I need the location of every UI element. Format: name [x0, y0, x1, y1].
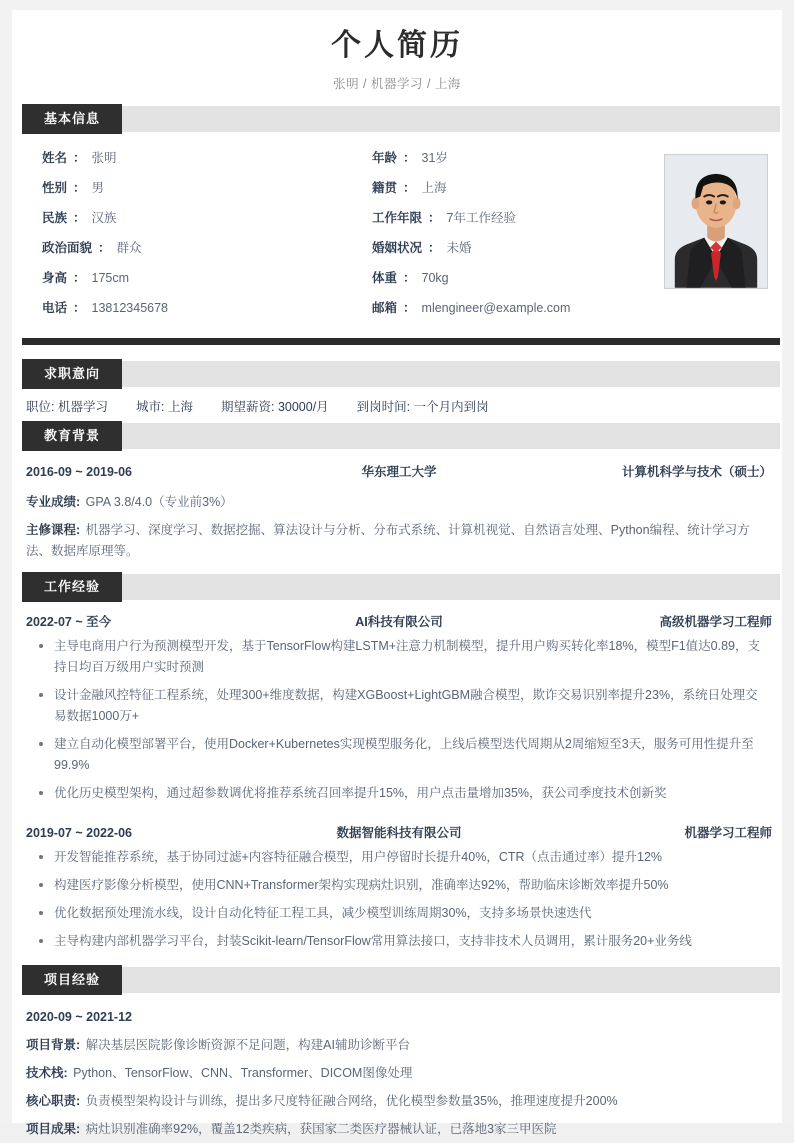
- info-value: 13812345678: [91, 301, 169, 315]
- info-colon: ：: [403, 301, 416, 315]
- info-row: [22, 178, 352, 208]
- intention-item: [221, 397, 329, 415]
- intention-value: 上海: [167, 400, 193, 414]
- info-colon: ：: [428, 241, 441, 255]
- info-colon: ：: [403, 151, 416, 165]
- intention-label: 城市:: [135, 400, 165, 414]
- education-detail-row: [12, 488, 782, 516]
- education-detail-row: [12, 516, 782, 568]
- work-entry-head: [12, 600, 782, 636]
- section-header-basic: [22, 106, 780, 132]
- info-label: 工作年限: [372, 211, 423, 225]
- info-label: 体重: [372, 271, 398, 285]
- work-company: AI科技有限公司: [355, 615, 443, 629]
- section-header-education: [22, 423, 780, 449]
- project-detail-label: 项目成果:: [26, 1122, 81, 1136]
- section-title-education: 教育背景: [22, 421, 122, 451]
- info-value: 7年工作经验: [446, 211, 516, 225]
- work-company: 数据智能科技有限公司: [336, 826, 462, 840]
- info-colon: ：: [73, 301, 86, 315]
- info-label: 民族: [42, 211, 68, 225]
- intention-label: 职位:: [26, 400, 55, 414]
- list-item: 构建医疗影像分析模型，使用CNN+Transformer架构实现病灶识别，准确率达92%，帮助临床诊断效率提升50%: [38, 875, 768, 903]
- work-block: [12, 600, 782, 959]
- project-detail-value: 解决基层医院影像诊断资源不足问题，构建AI辅助诊断平台: [85, 1038, 410, 1052]
- project-block: [12, 993, 782, 1143]
- info-colon: ：: [403, 181, 416, 195]
- education-major: 计算机科学与技术（硕士）: [621, 465, 772, 479]
- basic-info-grid: [22, 148, 682, 328]
- info-colon: ：: [73, 271, 86, 285]
- info-colon: ：: [73, 181, 86, 195]
- info-label: 邮箱: [372, 301, 398, 315]
- info-label: 性别: [42, 181, 68, 195]
- project-detail-label: 核心职责:: [26, 1094, 81, 1108]
- info-row: [22, 298, 352, 328]
- info-value: 175cm: [91, 271, 130, 285]
- work-date: 2019-07 ~ 2022-06: [26, 826, 132, 840]
- basic-info-block: [12, 132, 782, 338]
- list-item: 优化历史模型架构，通过超参数调优将推荐系统召回率提升15%，用户点击量增加35%，获公司季度技术创新奖: [38, 783, 768, 811]
- education-detail-value: GPA 3.8/4.0（专业前3%）: [85, 495, 233, 509]
- education-school: 华东理工大学: [361, 465, 437, 479]
- section-title-project: 项目经验: [22, 965, 122, 995]
- info-label: 年龄: [372, 151, 398, 165]
- info-row: [352, 148, 682, 178]
- intention-value: 一个月内到岗: [413, 400, 489, 414]
- project-date: 2020-09 ~ 2021-12: [26, 1010, 132, 1024]
- info-value: 男: [91, 181, 105, 195]
- work-date: 2022-07 ~ 至今: [26, 615, 112, 629]
- section-header-intention: [22, 361, 780, 387]
- info-label: 婚姻状况: [372, 241, 423, 255]
- list-item: 优化数据预处理流水线，设计自动化特征工程工具，减少模型训练周期30%，支持多场景快速迭代: [38, 903, 768, 931]
- section-title-work: 工作经验: [22, 572, 122, 602]
- info-row: [22, 238, 352, 268]
- info-value: 未婚: [446, 241, 472, 255]
- resume-header: [12, 10, 782, 106]
- work-entry: [12, 811, 782, 959]
- project-detail-value: 负责模型架构设计与训练，提出多尺度特征融合网络，优化模型参数量35%，推理速度提升200%: [85, 1094, 618, 1108]
- project-detail-row: [12, 1087, 782, 1115]
- section-header-project: [22, 967, 780, 993]
- project-detail-row: [12, 1031, 782, 1059]
- education-detail-label: 主修课程:: [26, 523, 81, 537]
- info-label: 籍贯: [372, 181, 398, 195]
- list-item: 主导电商用户行为预测模型开发，基于TensorFlow构建LSTM+注意力机制模型，提升用户购买转化率18%，模型F1值达0.89，支持日均百万级用户实时预测: [38, 636, 768, 685]
- info-row: [352, 268, 682, 298]
- info-row: [22, 268, 352, 298]
- list-item: 建立自动化模型部署平台，使用Docker+Kubernetes实现模型服务化，上线后模型迭代周期从2周缩短至3天，服务可用性提升至99.9%: [38, 734, 768, 783]
- project-detail-value: 病灶识别准确率92%，覆盖12类疾病，获国家二类医疗器械认证，已落地3家三甲医院: [85, 1122, 557, 1136]
- info-value: 汉族: [91, 211, 117, 225]
- info-value: 上海: [421, 181, 447, 195]
- info-label: 身高: [42, 271, 68, 285]
- info-value: 群众: [116, 241, 142, 255]
- avatar: [664, 154, 768, 289]
- work-entry: [12, 600, 782, 811]
- section-title-basic: 基本信息: [22, 104, 122, 134]
- list-item: 开发智能推荐系统，基于协同过滤+内容特征融合模型，用户停留时长提升40%，CTR（点击通过率）提升12%: [38, 847, 768, 875]
- work-role: 高级机器学习工程师: [659, 615, 772, 629]
- section-header-work: [22, 574, 780, 600]
- info-label: 电话: [42, 301, 68, 315]
- info-colon: ：: [98, 241, 111, 255]
- work-entry-head: [12, 811, 782, 847]
- info-row: [352, 238, 682, 268]
- work-bullet-list: [12, 636, 782, 811]
- list-item: 设计金融风控特征工程系统，处理300+维度数据，构建XGBoost+LightGBM融合模型，欺诈交易识别率提升23%，系统日处理交易数据1000万+: [38, 685, 768, 734]
- intention-value: 30000/月: [277, 400, 329, 414]
- info-colon: ：: [73, 151, 86, 165]
- section-divider: [22, 338, 780, 345]
- intention-block: [12, 387, 782, 423]
- info-row: [352, 178, 682, 208]
- info-colon: ：: [73, 211, 86, 225]
- project-detail-value: Python、TensorFlow、CNN、Transformer、DICOM图像处理: [73, 1066, 413, 1080]
- list-item: 主导构建内部机器学习平台，封装Scikit-learn/TensorFlow常用算法接口，支持非技术人员调用，累计服务20+业务线: [38, 931, 768, 959]
- intention-item: [136, 397, 193, 415]
- intention-label: 期望薪资:: [220, 400, 275, 414]
- page-subtitle: 张明 / 机器学习 / 上海: [333, 77, 461, 91]
- work-bullet-list: [12, 847, 782, 959]
- info-colon: ：: [403, 271, 416, 285]
- intention-item: [26, 397, 108, 415]
- info-value: 70kg: [421, 271, 449, 285]
- info-label: 政治面貌: [42, 241, 93, 255]
- info-value: mlengineer@example.com: [421, 301, 571, 315]
- project-detail-label: 项目背景:: [26, 1038, 81, 1052]
- project-detail-row: [12, 1115, 782, 1143]
- work-role: 机器学习工程师: [684, 826, 772, 840]
- intention-label: 到岗时间:: [356, 400, 411, 414]
- info-colon: ：: [428, 211, 441, 225]
- page-title: 个人简历: [331, 29, 463, 62]
- project-detail-row: [12, 1059, 782, 1087]
- education-entry-head: [12, 449, 782, 488]
- intention-item: [357, 397, 489, 415]
- intention-value: 机器学习: [57, 400, 108, 414]
- info-row: [22, 208, 352, 238]
- info-row: [352, 298, 682, 328]
- info-value: 张明: [91, 151, 117, 165]
- section-title-intention: 求职意向: [22, 359, 122, 389]
- info-row: [352, 208, 682, 238]
- education-block: [12, 449, 782, 568]
- info-row: [22, 148, 352, 178]
- info-label: 姓名: [42, 151, 68, 165]
- project-detail-label: 技术栈:: [26, 1066, 68, 1080]
- education-date: 2016-09 ~ 2019-06: [26, 465, 132, 479]
- education-detail-value: 机器学习、深度学习、数据挖掘、算法设计与分析、分布式系统、计算机视觉、自然语言处理、Python编程、统计学习方法、数据库原理等。: [26, 523, 750, 558]
- info-value: 31岁: [421, 151, 448, 165]
- education-detail-label: 专业成绩:: [26, 495, 81, 509]
